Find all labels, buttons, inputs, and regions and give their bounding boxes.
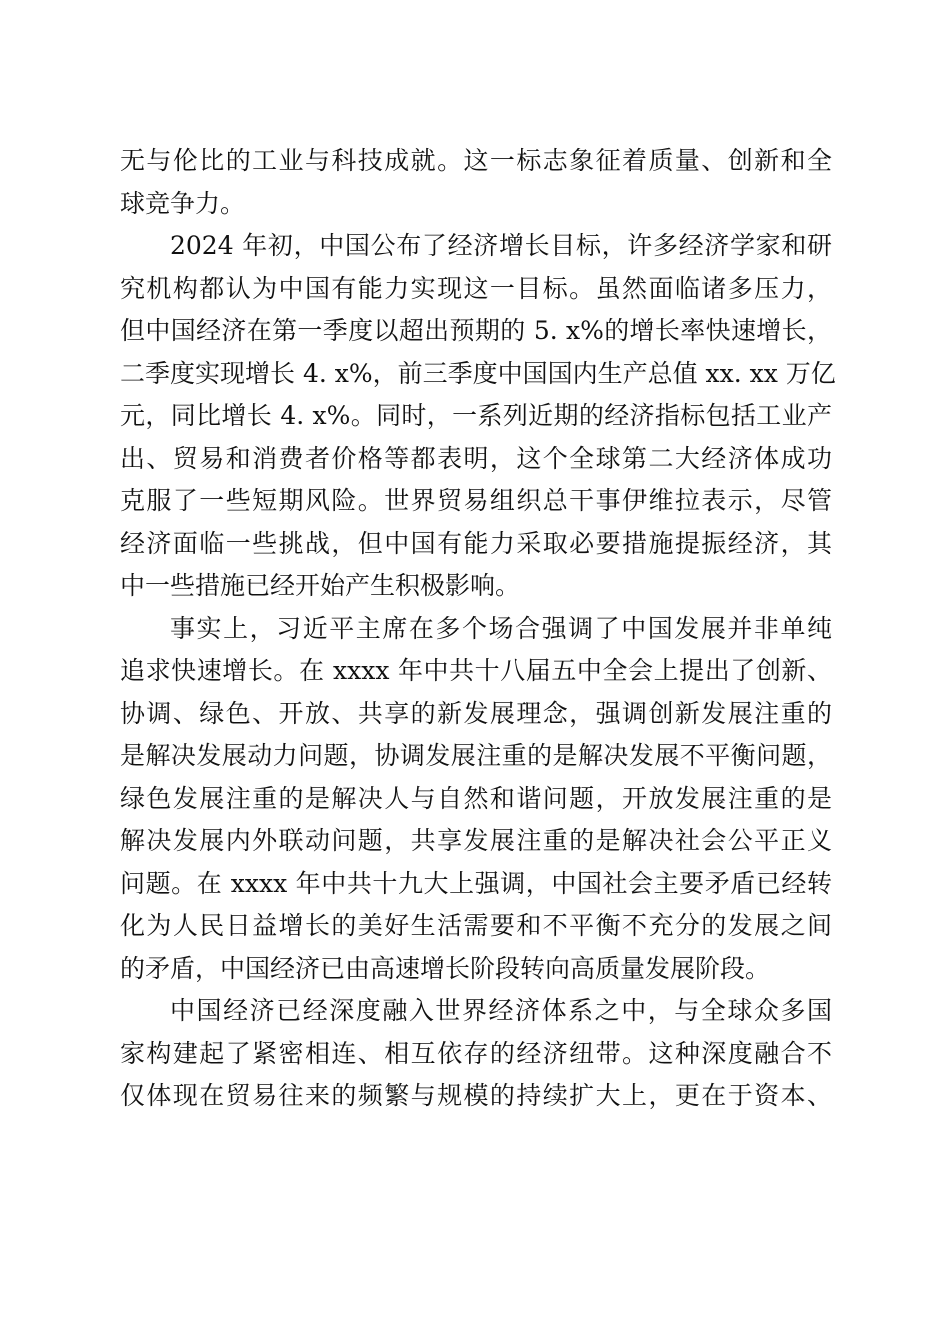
paragraph-2-line: 经济面临一些挑战，但中国有能力采取必要措施提振经济，其 [120,528,832,558]
paragraph-3-line: 协调、绿色、开放、共享的新发展理念，强调创新发展注重的 [120,698,832,728]
paragraph-4-line: 仅体现在贸易往来的频繁与规模的持续扩大上，更在于资本、 [120,1081,832,1110]
paragraph-2-line: 克服了一些短期风险。世界贸易组织总干事伊维拉表示，尽管 [120,486,832,515]
paragraph-4-line: 中国经济已经深度融入世界经济体系之中，与全球众多国 [170,996,832,1025]
paragraph-1-line: 无与伦比的工业与科技成就。这一标志象征着质量、创新和全 [120,146,832,175]
paragraph-2-line: 究机构都认为中国有能力实现这一目标。虽然面临诸多压力， [120,273,832,303]
paragraph-2-line: 二季度实现增长 4. x%，前三季度中国国内生产总值 xx. xx 万亿 [120,358,836,388]
paragraph-3-line: 解决发展内外联动问题，共享发展注重的是解决社会公平正义 [120,826,832,855]
paragraph-3-line: 化为人民日益增长的美好生活需要和不平衡不充分的发展之间 [120,911,832,940]
paragraph-3-line: 事实上，习近平主席在多个场合强调了中国发展并非单纯 [170,613,832,643]
paragraph-2-line: 中一些措施已经开始产生积极影响。 [120,571,521,600]
paragraph-3-line: 的矛盾，中国经济已由高速增长阶段转向高质量发展阶段。 [120,953,771,983]
paragraph-4-line: 家构建起了紧密相连、相互依存的经济纽带。这种深度融合不 [120,1038,832,1068]
paragraph-3-line: 追求快速增长。在 xxxx 年中共十八届五中全会上提出了创新、 [120,656,832,685]
paragraph-3-line: 绿色发展注重的是解决人与自然和谐问题，开放发展注重的是 [120,783,832,813]
paragraph-3-line: 问题。在 xxxx 年中共十九大上强调，中国社会主要矛盾已经转 [120,868,832,898]
paragraph-1-line: 球竞争力。 [120,188,246,218]
document-body [120,140,836,1118]
paragraph-2-line: 元，同比增长 4. x%。同时，一系列近期的经济指标包括工业产 [120,401,832,430]
paragraph-2-line: 出、贸易和消费者价格等都表明，这个全球第二大经济体成功 [120,443,832,473]
paragraph-2-line: 2024 年初，中国公布了经济增长目标，许多经济学家和研 [170,231,832,260]
paragraph-3-line: 是解决发展动力问题，协调发展注重的是解决发展不平衡问题， [120,741,832,770]
paragraph-2-line: 但中国经济在第一季度以超出预期的 5. x%的增长率快速增长， [120,316,832,345]
